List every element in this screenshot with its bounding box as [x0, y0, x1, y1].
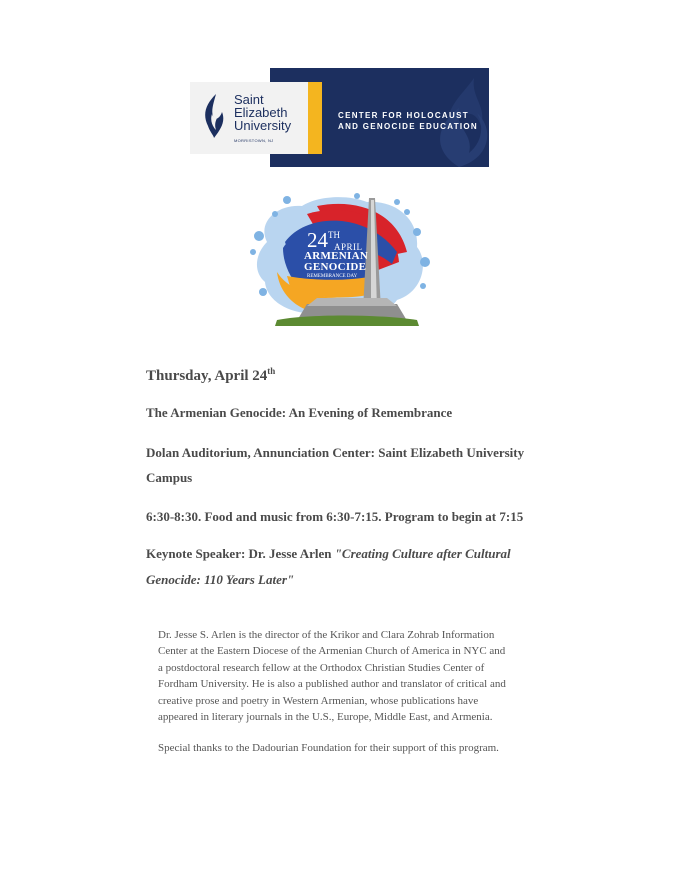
- banner-gold-stripe: [308, 82, 322, 154]
- keynote-speaker-label: Keynote Speaker: Dr. Jesse Arlen: [146, 546, 335, 561]
- event-date: [146, 366, 275, 385]
- bio-line: a postdoctoral research fellow at the Orthodox Christian Studies Center of: [158, 661, 485, 674]
- university-banner: [190, 68, 489, 167]
- center-name: [338, 110, 478, 132]
- emblem-month: APRIL: [334, 242, 363, 252]
- talk-title-part1: "Creating Culture after Cultural: [334, 546, 511, 561]
- university-name-line1: Saint: [234, 92, 264, 107]
- armenian-genocide-emblem: [247, 192, 433, 328]
- event-date-text: Thursday, April 24: [146, 368, 268, 384]
- sponsor-thanks: Special thanks to the Dadourian Foundation for their support of this program.: [158, 742, 499, 754]
- center-name-line1: CENTER FOR HOLOCAUST: [338, 111, 469, 120]
- bio-line: creative prose and poetry in Western Armenian, whose publications have: [158, 694, 479, 707]
- university-flame-logo-icon: [200, 92, 228, 140]
- event-venue-line2: Campus: [146, 470, 193, 485]
- event-title: The Armenian Genocide: An Evening of Remembrance: [146, 405, 453, 420]
- emblem-day-number: 24: [307, 228, 328, 252]
- university-location: MORRISTOWN, NJ: [234, 138, 274, 143]
- university-name-line3: University: [234, 118, 292, 133]
- bio-line: appeared in literary journals in the U.S., Europe, Middle East, and Armenia.: [158, 711, 493, 724]
- event-venue-line1: Dolan Auditorium, Annunciation Center: Saint Elizabeth University: [146, 445, 525, 460]
- university-name: [234, 93, 291, 132]
- center-name-line2: AND GENOCIDE EDUCATION: [338, 122, 479, 131]
- bio-line: Center at the Eastern Diocese of the Armenian Church of America in NYC and: [158, 645, 506, 658]
- talk-title-part2: Genocide: 110 Years Later": [146, 572, 295, 587]
- university-name-line2: Elizabeth: [234, 105, 288, 120]
- emblem-day-suffix: TH: [328, 230, 340, 240]
- event-time: 6:30-8:30. Food and music from 6:30-7:15. Program to begin at 7:15: [146, 509, 524, 524]
- emblem-word-armenian: ARMENIAN: [304, 250, 369, 262]
- emblem-subtitle: REMEMBRANCE DAY: [307, 274, 358, 279]
- keynote-speaker: [146, 546, 511, 562]
- speaker-bio: [158, 627, 538, 725]
- bio-line: Fordham University. He is also a published author and translator of critical and: [158, 678, 506, 691]
- event-date-suffix: th: [267, 366, 276, 376]
- bio-line: Dr. Jesse S. Arlen is the director of the Krikor and Clara Zohrab Information: [158, 629, 495, 641]
- emblem-word-genocide: GENOCIDE: [304, 261, 367, 273]
